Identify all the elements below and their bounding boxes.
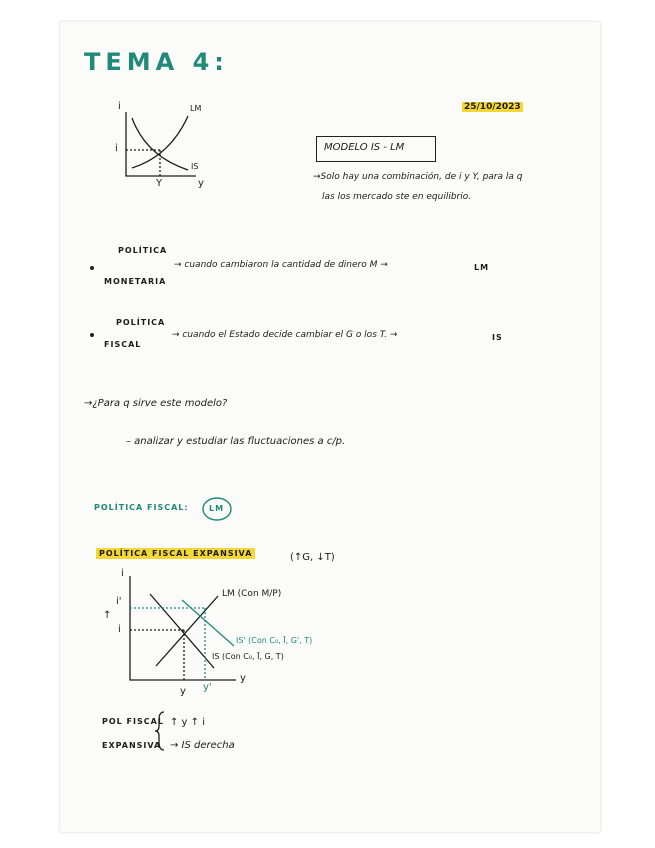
model-description-line2: las los mercado ste en equilibrio. bbox=[322, 192, 472, 202]
graph2-eq-i-label: i bbox=[118, 624, 121, 635]
pol-monetaria-text: → cuando cambiaron la cantidad de dinero M → bbox=[174, 260, 388, 270]
graph1-axis-y-label: i bbox=[118, 101, 121, 112]
summary-right-2: → IS derecha bbox=[170, 740, 235, 751]
pol-fiscal-target: IS bbox=[492, 333, 503, 342]
graph2-eq-y2-label: y' bbox=[203, 682, 212, 693]
expansiva-paren: (↑G, ↓T) bbox=[290, 552, 335, 563]
graph1-eq-i-label: i bbox=[115, 143, 118, 154]
graph1-eq-y-label: Y bbox=[156, 178, 163, 189]
graph2-axis-x-label: y bbox=[240, 673, 246, 684]
summary-left-2: EXPANSIVA bbox=[102, 741, 162, 750]
summary-right-1: ↑ y ↑ i bbox=[170, 717, 205, 728]
graph2-eq-i2-label: i' bbox=[116, 596, 122, 607]
graph2-lm-label: LM (Con M/P) bbox=[222, 589, 282, 599]
graph2-eq-y-label: y bbox=[180, 686, 186, 697]
graph1-lm-label: LM bbox=[190, 104, 202, 113]
graph2-is-shifted-label: IS' (Con C₀, Ī, G', T) bbox=[236, 636, 313, 645]
page-title: TEMA 4: bbox=[84, 48, 229, 76]
summary-left-1: POL FISCAL bbox=[102, 717, 164, 726]
pol-monetaria-heading-1: POLÍTICA bbox=[118, 246, 168, 255]
pol-monetaria-heading-2: MONETARIA bbox=[104, 277, 167, 286]
model-description-line1: →Solo hay una combinación, de i y Y, para la q bbox=[313, 172, 523, 182]
date-label: 25/10/2023 bbox=[464, 102, 521, 112]
answer-line: – analizar y estudiar las fluctuaciones a c/p. bbox=[126, 436, 346, 447]
graph1-is-label: IS bbox=[191, 162, 199, 171]
pol-fiscal-text: → cuando el Estado decide cambiar el G o los T. → bbox=[172, 330, 398, 340]
section-fiscal-heading: POLÍTICA FISCAL: bbox=[94, 503, 189, 512]
pol-monetaria-target: LM bbox=[474, 263, 490, 272]
expansiva-title-text: POLÍTICA FISCAL EXPANSIVA bbox=[96, 548, 255, 559]
pol-fiscal-heading-2: FISCAL bbox=[104, 340, 142, 349]
section-circle-label: LM bbox=[209, 504, 225, 513]
graph1-axis-x-label: y bbox=[198, 178, 204, 189]
question-line: →¿Para q sirve este modelo? bbox=[84, 398, 228, 409]
modelo-box-label: MODELO IS - LM bbox=[324, 142, 405, 153]
graph2-is-label: IS (Con C₀, Ī, G, T) bbox=[212, 652, 284, 661]
graph2-axis-y-label: i bbox=[121, 568, 124, 579]
pol-fiscal-heading-1: POLÍTICA bbox=[116, 318, 166, 327]
graph2-arrow-up: ↑ bbox=[103, 610, 112, 621]
